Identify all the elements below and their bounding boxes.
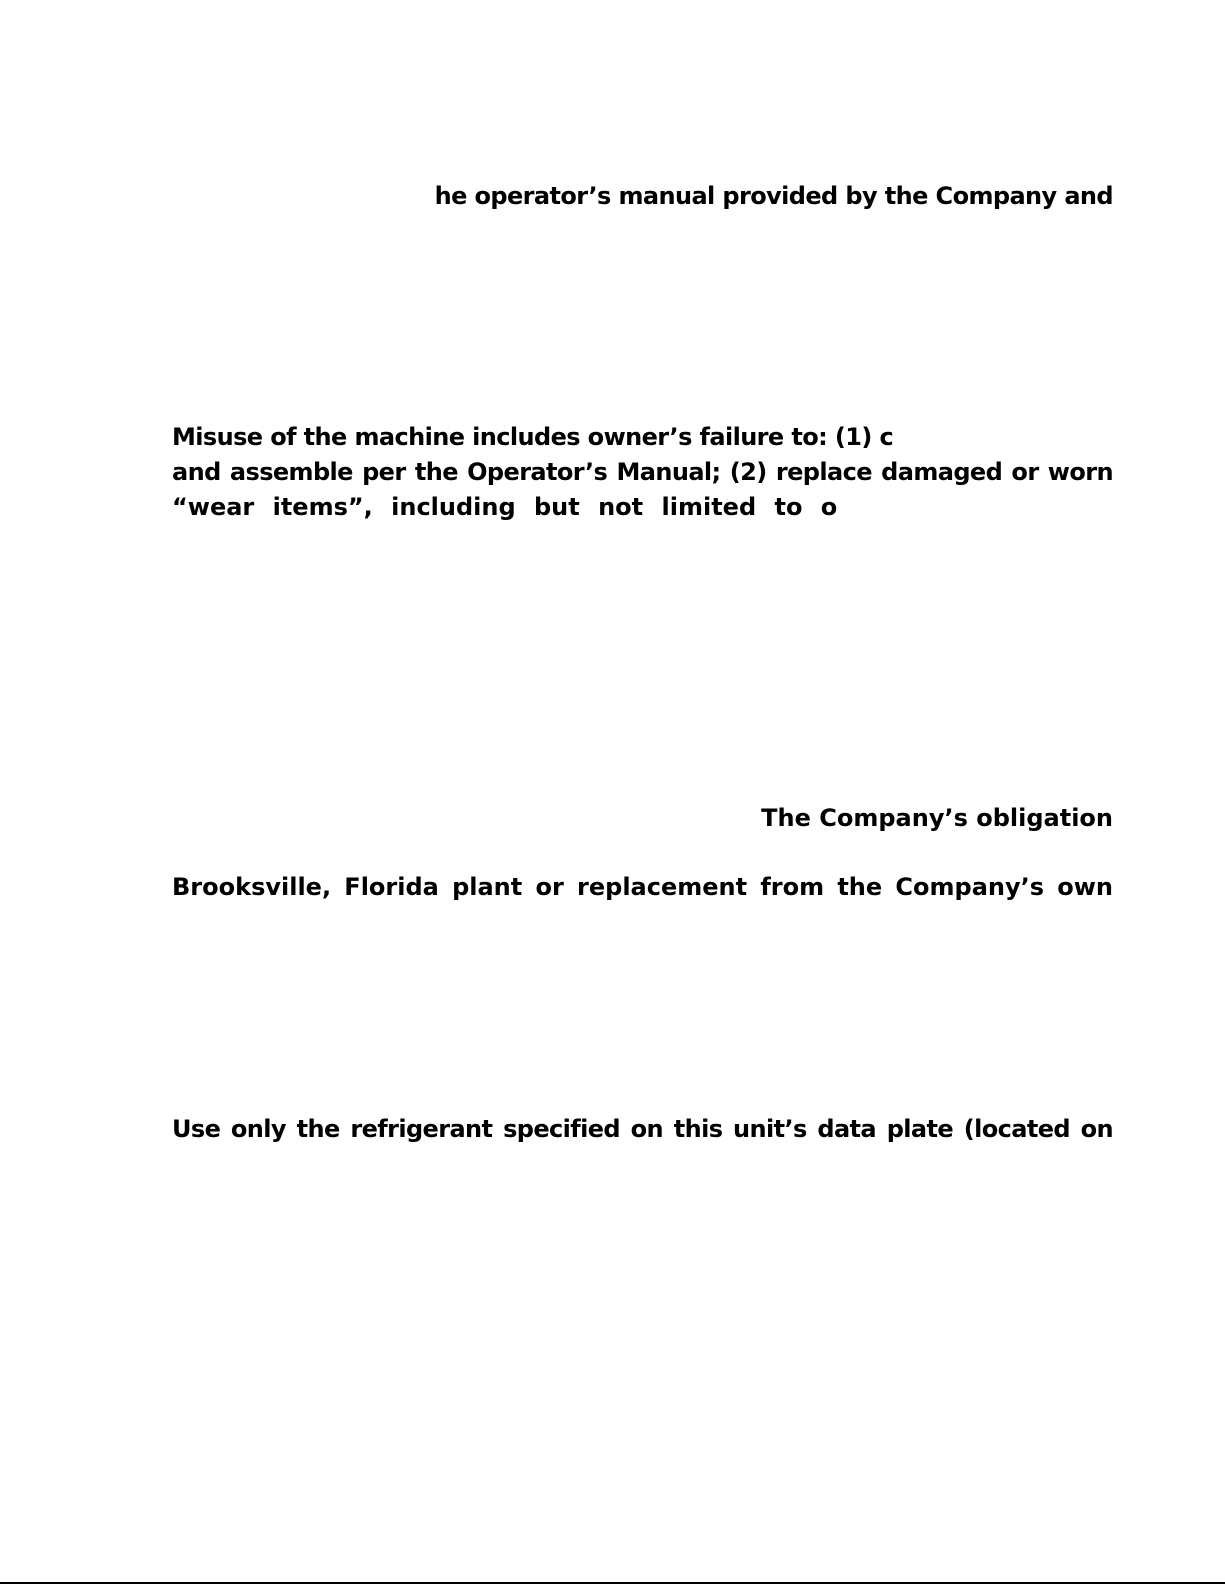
text-fragment-refrigerant: Use only the refrigerant specified on this unit’s data plate (located on [172, 1115, 1113, 1143]
bottom-border [0, 1582, 1225, 1584]
text-fragment-operators-manual: he operator’s manual provided by the Company and [434, 182, 1113, 210]
text-fragment-company-obligation: The Company’s obligation [761, 804, 1113, 832]
text-fragment-brooksville: Brooksville, Florida plant or replacement from the Company’s own [172, 873, 1113, 901]
text-fragment-assemble: and assemble per the Operator’s Manual; (2) replace damaged or worn [172, 458, 1113, 486]
text-fragment-misuse: Misuse of the machine includes owner’s failure to: (1) c [172, 423, 894, 451]
text-fragment-wear-items: “wear items”, including but not limited to o [172, 493, 838, 521]
